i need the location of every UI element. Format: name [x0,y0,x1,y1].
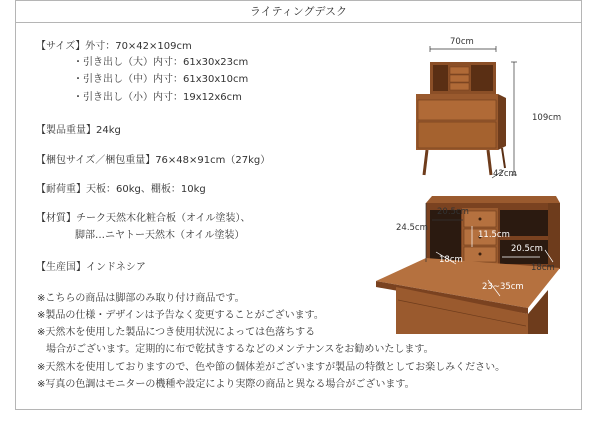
dim-shelf-width: 20.5cm [511,244,543,254]
spec-drawer-large: ・引き出し（大）内寸：61x30x23cm [73,57,249,68]
panel-title: ライティングデスク [16,1,581,23]
note-1: ※こちらの商品は脚部のみ取り付け商品です。 [37,293,245,304]
dim-width: 70cm [450,37,474,47]
spec-drawer-small: ・引き出し（小）内寸：19x12x6cm [73,92,242,103]
closed-desk-image [416,62,506,175]
spec-load: 【耐荷重】天板：60kg、棚板：10kg [36,184,206,195]
spec-size-outer: 外寸：70×42×109cm [85,41,192,52]
dim-height: 109cm [532,113,562,123]
spec-size-label: 【サイズ】 [36,41,86,52]
dim-shelf-height: 11.5cm [478,230,510,240]
dim-depth: 42cm [493,169,517,179]
dim-desktop-depth: 23~35cm [482,282,524,292]
spec-weight: 【製品重量】24kg [36,125,121,136]
spec-origin: 【生産国】インドネシア [36,262,146,273]
spec-drawer-medium: ・引き出し（中）内寸：61x30x10cm [73,74,249,85]
dim-cubby-depth-left: 18cm [439,255,463,265]
spec-material: 【材質】チーク天然木化粧合板（オイル塗装）、 [36,213,251,224]
dim-hutch-height: 24.5cm [396,223,428,233]
dim-cubby-depth-right: 18cm [531,263,555,273]
note-4: ※天然木を使用しておりますので、色や節の個体差がございますが製品の特徴としてお楽しみください。 [37,362,506,373]
note-3: ※天然木を使用した製品につき使用状況によっては色落ちする [37,327,316,338]
spec-material-legs: 脚部…ニヤトー天然木（オイル塗装） [75,230,245,241]
note-5: ※写真の色調はモニターの機種や設定により実際の商品と異なる場合がございます。 [37,379,415,390]
note-3-continued: 場合がございます。定期的に布で乾拭きするなどのメンテナンスをお勧めいたします。 [46,344,434,355]
note-2: ※製品の仕様・デザインは予告なく変更することがございます。 [37,310,324,321]
spec-package: 【梱包サイズ／梱包重量】76×48×91cm（27kg） [36,155,271,166]
dim-small-drawer-width: 20.5cm [437,207,469,217]
